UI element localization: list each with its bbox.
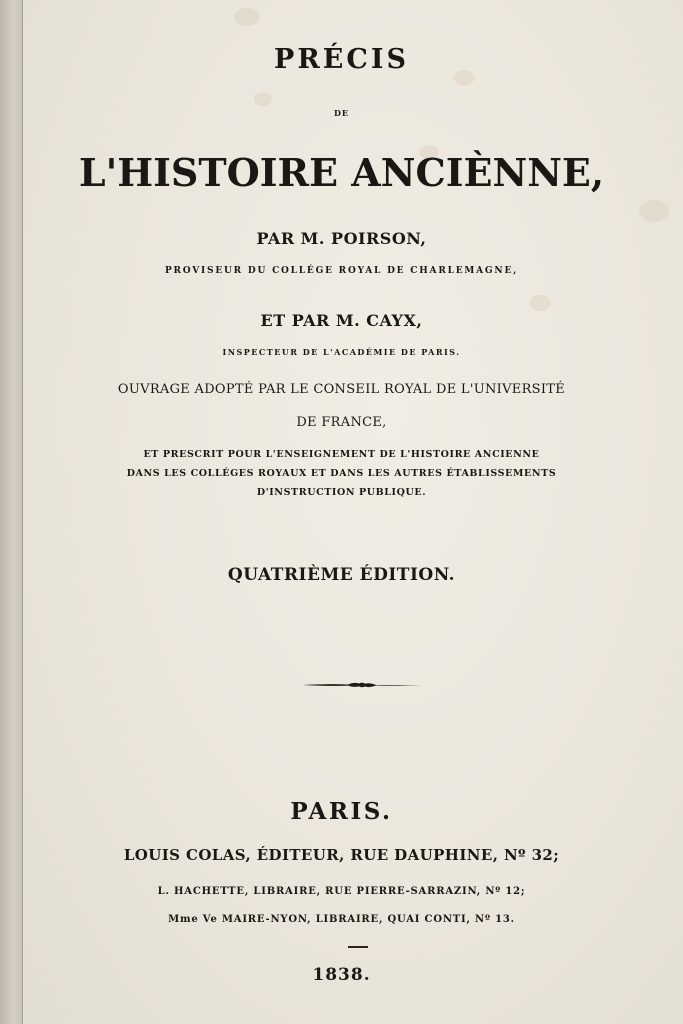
adoption-line-2: DE FRANCE,	[296, 415, 387, 430]
foxing-stain	[529, 295, 551, 311]
main-title: L'HISTOIRE ANCIÈNNE,	[78, 150, 605, 195]
author-cayx: ET PAR M. CAYX,	[260, 311, 423, 330]
foxing-stain	[234, 8, 260, 26]
prescription-line-3: D'INSTRUCTION PUBLIQUE.	[256, 487, 427, 498]
author-cayx-role: INSPECTEUR DE L'ACADÉMIE DE PARIS.	[222, 347, 461, 357]
author-poirson-role: PROVISEUR DU COLLÉGE ROYAL DE CHARLEMAGNE,	[164, 266, 519, 276]
connector-de: DE	[333, 108, 350, 118]
edition-label: QUATRIÈME ÉDITION.	[227, 565, 456, 585]
heading-precis: PRÉCIS	[274, 44, 409, 75]
foxing-stain	[254, 92, 272, 106]
publication-year: 1838.	[312, 965, 371, 985]
ornamental-rule-icon	[300, 678, 424, 692]
publisher-maire-nyon: Mme Ve MAIRE-NYON, LIBRAIRE, QUAI CONTI, Nº 13.	[168, 914, 515, 925]
prescription-line-1: ET PRESCRIT POUR L'ENSEIGNEMENT DE L'HISTOIRE ANCIENNE	[143, 449, 540, 460]
adoption-line-1: OUVRAGE ADOPTÉ PAR LE CONSEIL ROYAL DE L'UNIVERSITÉ	[117, 382, 566, 397]
foxing-stain	[639, 200, 669, 222]
imprint-city: PARIS.	[290, 798, 393, 825]
prescription-line-2: DANS LES COLLÉGES ROYAUX ET DANS LES AUTRES ÉTABLISSEMENTS	[126, 468, 557, 479]
publisher-hachette: L. HACHETTE, LIBRAIRE, RUE PIERRE-SARRAZIN, Nº 12;	[157, 886, 526, 897]
author-poirson: PAR M. POIRSON,	[256, 229, 427, 248]
publisher-colas: LOUIS COLAS, ÉDITEUR, RUE DAUPHINE, Nº 32;	[123, 846, 560, 864]
divider-rule	[348, 946, 368, 948]
